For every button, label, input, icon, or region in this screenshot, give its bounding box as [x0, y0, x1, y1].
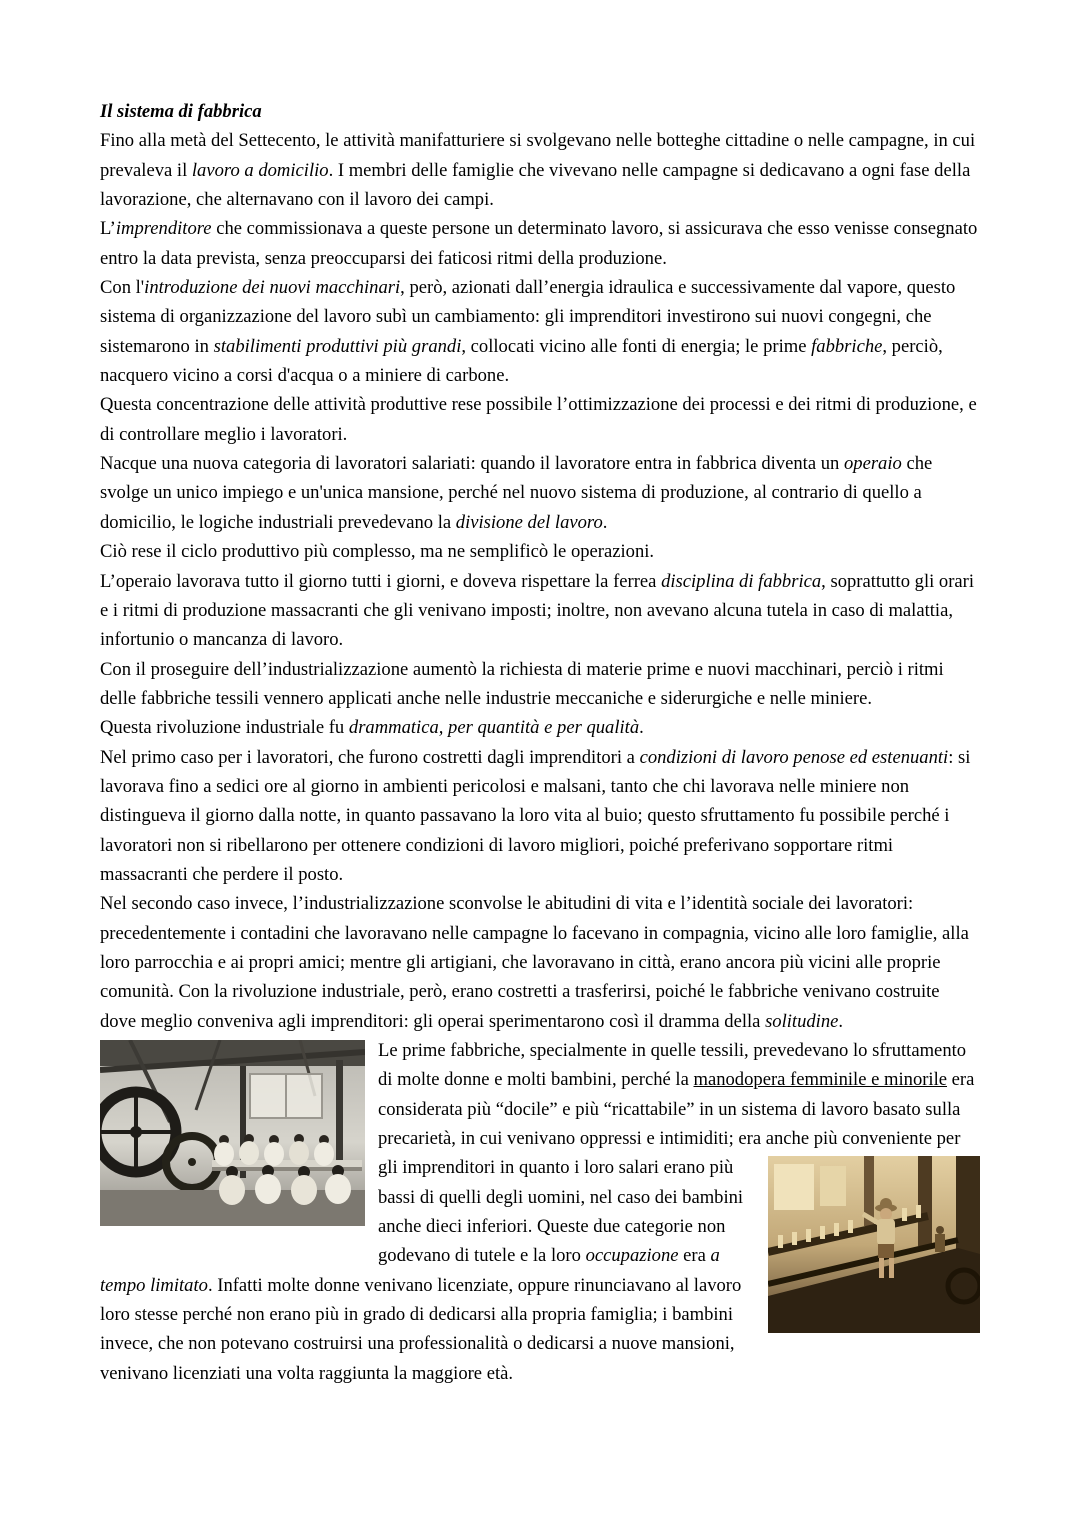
text-run: stabilimenti produttivi più grandi: [213, 335, 462, 357]
paragraph: [100, 390, 980, 449]
text-run: Con il proseguire dell’industrializzazione aumentò la richiesta di materie prime e nuovi macchinari, perciò i ritmi delle fabbriche tessili vennero applicati anche nelle industrie meccaniche e siderurgiche e nelle miniere.: [100, 658, 944, 709]
text-run: divisione del lavoro: [455, 511, 603, 533]
paragraph: [100, 567, 980, 655]
text-run: era considerata più “docile” e più “ricattabile” in un sistema di lavoro basato sulla precarietà, in cui venivano oppressi e intimiditi; era anche più conveniente per gli imprenditori: [378, 1069, 975, 1179]
paragraph: [100, 713, 980, 742]
text-run: lavoro a domicilio: [191, 159, 329, 181]
document-text: [100, 126, 980, 1388]
text-run: Le prime fabbriche, specialmente in quelle tessili, prevedevano lo sfruttamento di molte donne e molti bambini, perché la: [378, 1040, 967, 1091]
text-run: .: [602, 511, 608, 533]
text-run: . Infatti molte donne venivano licenziate, oppure rinunciavano al lavoro loro stesse perché non erano più in grado di dedicarsi alla propria famiglia; i bambini invece, che non potevano costruirsi una professionalità o dedicarsi a nuove mansioni, venivano licenziati una volta raggiunta la maggiore età.: [100, 1274, 742, 1384]
text-run: , però, azionati dall’energia idraulica e successivamente dal vapore, questo sistema di organizzazione del lavoro subì un cambiamento: gli imprenditori investirono sui nuovi congegni, che sistemarono in: [100, 277, 956, 357]
paragraph: [100, 889, 980, 1036]
paragraph: [100, 214, 980, 273]
document-title: Il sistema di fabbrica: [100, 101, 262, 122]
text-run: Questa concentrazione delle attività produttive rese possibile l’ottimizzazione dei processi e dei ritmi di produzione, e di controllare meglio i lavoratori.: [100, 394, 977, 445]
text-run: che commissionava a queste persone un determinato lavoro, si assicurava che esso venisse consegnato entro la data prevista, senza preoccuparsi dei faticosi ritmi della produzione.: [100, 218, 978, 269]
text-run: Con l': [100, 277, 145, 299]
document: [100, 97, 980, 1388]
text-run: imprenditore: [115, 218, 212, 240]
text-run: L’: [100, 218, 116, 240]
textile-factory-women-image: [100, 1040, 365, 1226]
text-run: fabbriche: [811, 335, 883, 357]
paragraph: [100, 273, 980, 390]
text-run: solitudine: [765, 1010, 839, 1032]
paragraph: [100, 449, 980, 537]
text-run: operaio: [843, 453, 902, 475]
text-run: era: [678, 1245, 711, 1267]
paragraph: [100, 1036, 980, 1388]
text-run: , perciò, nacquero vicino a corsi d'acqua o a miniere di carbone.: [100, 335, 943, 387]
text-run: .: [639, 717, 644, 739]
text-run: L’operaio lavorava tutto il giorno tutti i giorni, e doveva rispettare la ferrea: [100, 570, 662, 592]
child-labor-spinning-photo: [768, 1156, 980, 1333]
text-run: : si lavorava fino a sedici ore al giorno in ambienti pericolosi e malsani, tanto che chi lavorava nelle miniere non distingueva il giorno dalla notte, in quanto passavano la loro vita al buio; questo sfruttamento fu possibile perché i lavoratori non si ribellarono per ottenere condizioni di lavoro migliori, poiché preferivano sopportare ritmi massacranti che perdere il posto.: [100, 746, 971, 885]
text-run: , soprattutto gli orari e i ritmi di produzione massacranti che gli venivano imposti; inoltre, non avevano alcuna tutela in caso di malattia, infortunio o mancanza di lavoro.: [100, 570, 975, 651]
text-run: condizioni di lavoro penose ed estenuanti: [639, 746, 949, 768]
text-run: .: [838, 1010, 844, 1032]
text-run: Questa rivoluzione industriale fu: [100, 717, 349, 739]
text-run: in quanto i loro salari erano più bassi di quelli degli uomini, nel caso dei bambini anche dieci inferiori. Queste due categorie non godevano di tutele e la loro: [378, 1157, 744, 1267]
paragraph: [100, 743, 980, 890]
text-run: . I membri delle famiglie che vivevano nelle campagne si dedicavano a ogni fase della lavorazione, che alternavano con il lavoro dei campi.: [100, 159, 971, 211]
paragraph: [100, 537, 980, 566]
textile-factory-women-photo: [100, 1040, 365, 1226]
text-run: occupazione: [585, 1245, 679, 1267]
paragraph: [100, 655, 980, 714]
paragraph: [100, 126, 980, 214]
child-labor-spinning-image: [768, 1156, 980, 1333]
text-run: Fino alla metà del Settecento, le attività manifatturiere si svolgevano nelle botteghe cittadine o nelle campagne, in cui prevaleva il: [100, 130, 976, 181]
text-run: disciplina di fabbrica: [661, 570, 822, 592]
text-run: Nel primo caso per i lavoratori, che furono costretti dagli imprenditori a: [100, 746, 640, 768]
text-run: a tempo limitato: [100, 1245, 720, 1296]
text-run: Nel secondo caso invece, l’industrializzazione sconvolse le abitudini di vita e l’identità sociale dei lavoratori: precedentemente i contadini che lavoravano nelle campagne lo facevano in compagnia, vicino alle loro famiglie, alla loro parrocchia e ai propri amici; mentre gli artigiani, che lavoravano in città, erano ancora più vicini alle proprie comunità. Con la rivoluzione industriale, però, erano costretti a trasferirsi, poiché le fabbriche venivano costruite dove meglio conveniva agli imprenditori: gli operai sperimentarono così il dramma della: [100, 893, 969, 1032]
text-run: , collocati vicino alle fonti di energia; le prime: [461, 335, 812, 357]
text-run: drammatica, per quantità e per qualità: [348, 717, 640, 739]
text-run: Nacque una nuova categoria di lavoratori salariati: quando il lavoratore entra in fabbrica diventa un: [100, 453, 844, 475]
text-run: Ciò rese il ciclo produttivo più complesso, ma ne semplificò le operazioni.: [100, 541, 655, 563]
text-run: che svolge un unico impiego e un'unica mansione, perché nel nuovo sistema di produzione, al contrario di quello a domicilio, le logiche industriali prevedevano la: [100, 453, 933, 533]
text-run: manodopera femminile e minorile: [693, 1069, 948, 1091]
text-run: introduzione dei nuovi macchinari: [144, 277, 401, 299]
